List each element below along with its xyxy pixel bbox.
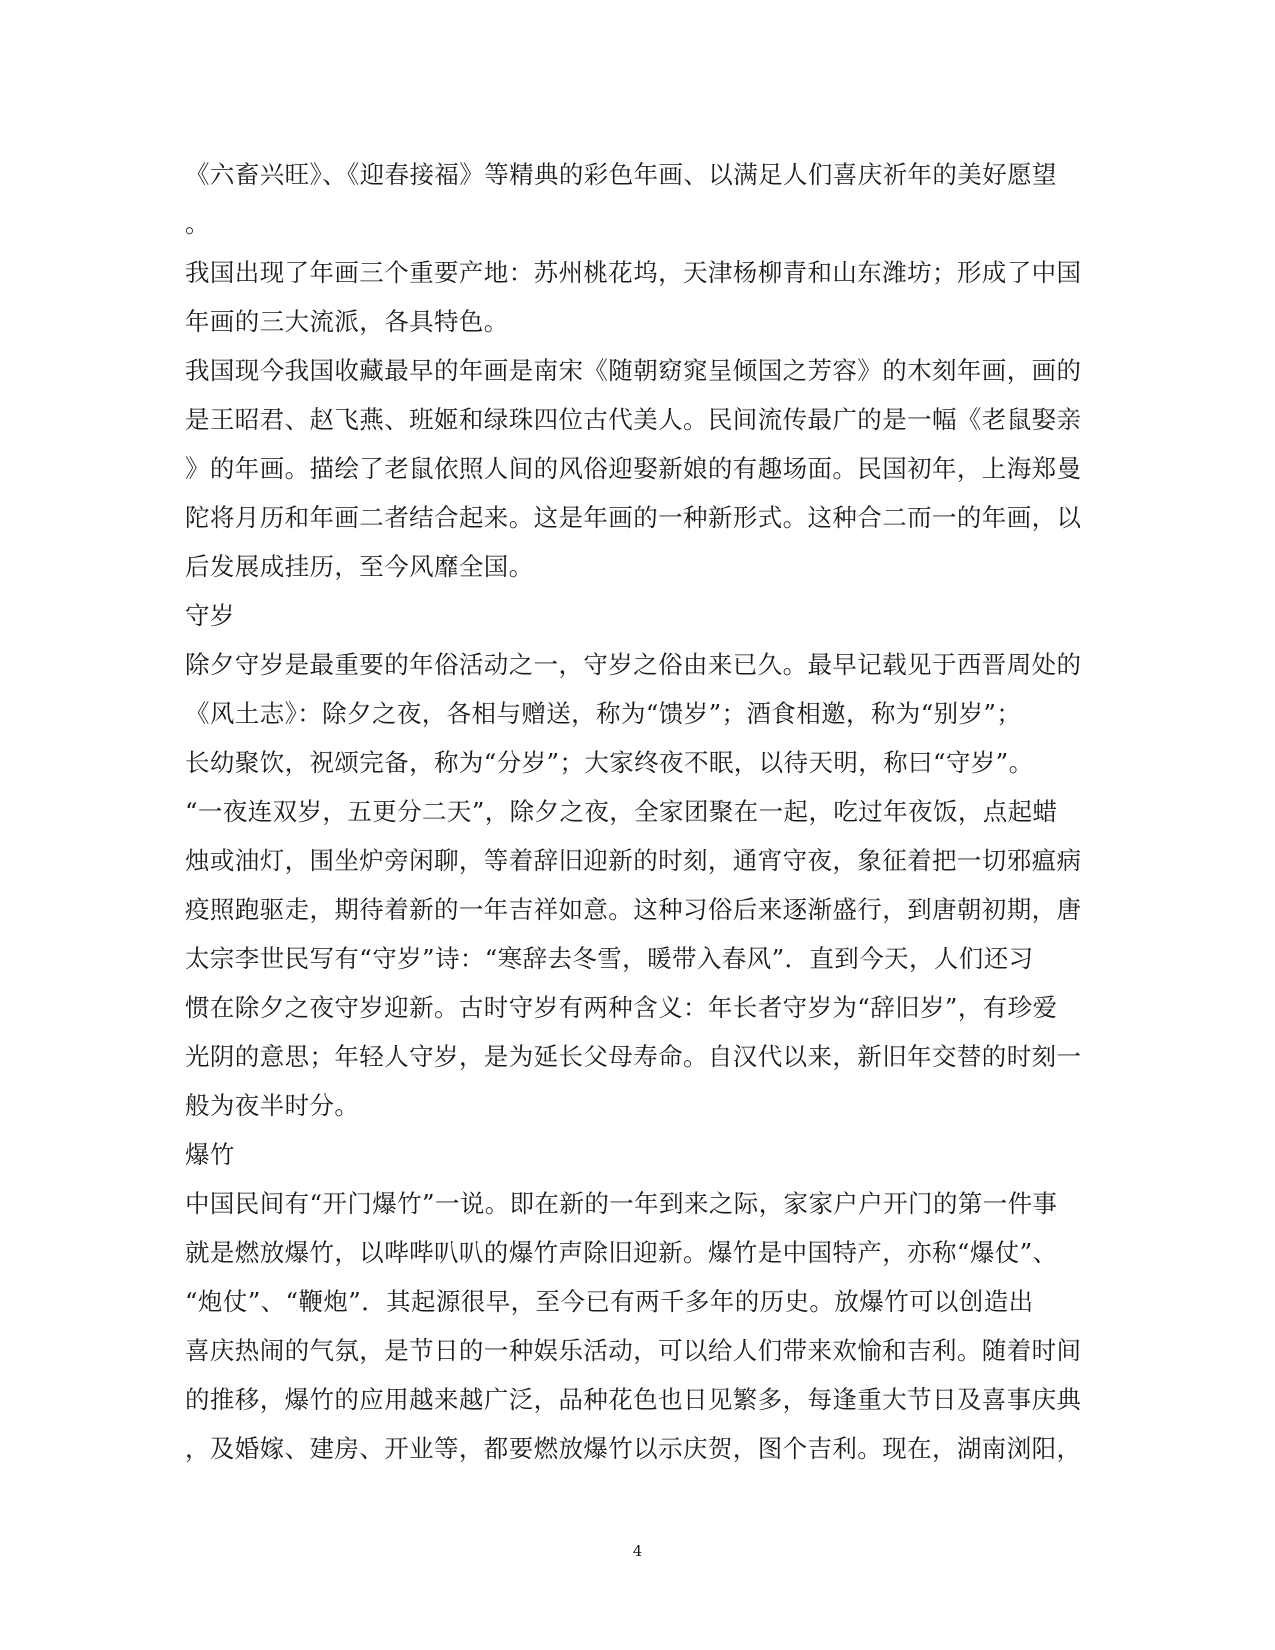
text-line: 《风土志》：除夕之夜，各相与赠送，称为“馈岁”；酒食相邀，称为“别岁”；	[185, 699, 1022, 728]
text-line: 陀将月历和年画二者结合起来。这是年画的一种新形式。这种合二而一的年画，以	[185, 503, 1082, 532]
text-line: 光阴的意思；年轻人守岁，是为延长父母寿命。自汉代以来，新旧年交替的时刻一	[185, 1042, 1082, 1071]
text-line: 我国出现了年画三个重要产地：苏州桃花坞，天津杨柳青和山东潍坊；形成了中国	[185, 258, 1082, 287]
text-line: 后发展成挂历，至今风靡全国。	[185, 552, 534, 581]
section-heading-baozhu: 爆竹	[185, 1140, 235, 1169]
text-line: 。	[185, 209, 210, 238]
section-heading-shousui: 守岁	[185, 601, 235, 630]
text-line: 喜庆热闹的气氛，是节日的一种娱乐活动，可以给人们带来欢愉和吉利。随着时间	[185, 1336, 1082, 1365]
text-line: 《六畜兴旺》、《迎春接福》等精典的彩色年画、以满足人们喜庆祈年的美好愿望	[185, 160, 1057, 189]
text-line: 般为夜半时分。	[185, 1091, 360, 1120]
text-line: 太宗李世民写有“守岁”诗：“寒辞去冬雪，暖带入春风”．直到今天，人们还习	[185, 944, 1034, 973]
text-line: 除夕守岁是最重要的年俗活动之一，守岁之俗由来已久。最早记载见于西晋周处的	[185, 650, 1082, 679]
text-line: “炮仗”、“鞭炮”．其起源很早，至今已有两千多年的历史。放爆竹可以创造出	[185, 1287, 1034, 1316]
text-line: 惯在除夕之夜守岁迎新。古时守岁有两种含义：年长者守岁为“辞旧岁”，有珍爱	[185, 993, 1058, 1022]
text-line: 就是燃放爆竹，以哔哔叭叭的爆竹声除旧迎新。爆竹是中国特产，亦称“爆仗”、	[185, 1238, 1058, 1267]
body-text	[185, 150, 1090, 1473]
text-line: ，及婚嫁、建房、开业等，都要燃放爆竹以示庆贺，图个吉利。现在，湖南浏阳，	[185, 1434, 1082, 1463]
text-line: 疫照跑驱走，期待着新的一年吉祥如意。这种习俗后来逐渐盛行，到唐朝初期，唐	[185, 895, 1082, 924]
text-line: 长幼聚饮，祝颂完备，称为“分岁”；大家终夜不眠，以待天明，称曰“守岁”。	[185, 748, 1034, 777]
text-line: 的推移，爆竹的应用越来越广泛，品种花色也日见繁多，每逢重大节日及喜事庆典	[185, 1385, 1082, 1414]
text-line: 年画的三大流派，各具特色。	[185, 307, 509, 336]
text-line: 我国现今我国收藏最早的年画是南宋《随朝窈窕呈倾国之芳容》的木刻年画，画的	[185, 356, 1082, 385]
page-number: 4	[632, 1542, 643, 1560]
text-line: “一夜连双岁，五更分二天”，除夕之夜，全家团聚在一起，吃过年夜饭，点起蜡	[185, 797, 1058, 826]
text-line: 》的年画。描绘了老鼠依照人间的风俗迎娶新娘的有趣场面。民国初年，上海郑曼	[185, 454, 1082, 483]
text-line: 中国民间有“开门爆竹”一说。即在新的一年到来之际，家家户户开门的第一件事	[185, 1189, 1058, 1218]
text-line: 是王昭君、赵飞燕、班姬和绿珠四位古代美人。民间流传最广的是一幅《老鼠娶亲	[185, 405, 1082, 434]
text-line: 烛或油灯，围坐炉旁闲聊，等着辞旧迎新的时刻，通宵守夜，象征着把一切邪瘟病	[185, 846, 1082, 875]
